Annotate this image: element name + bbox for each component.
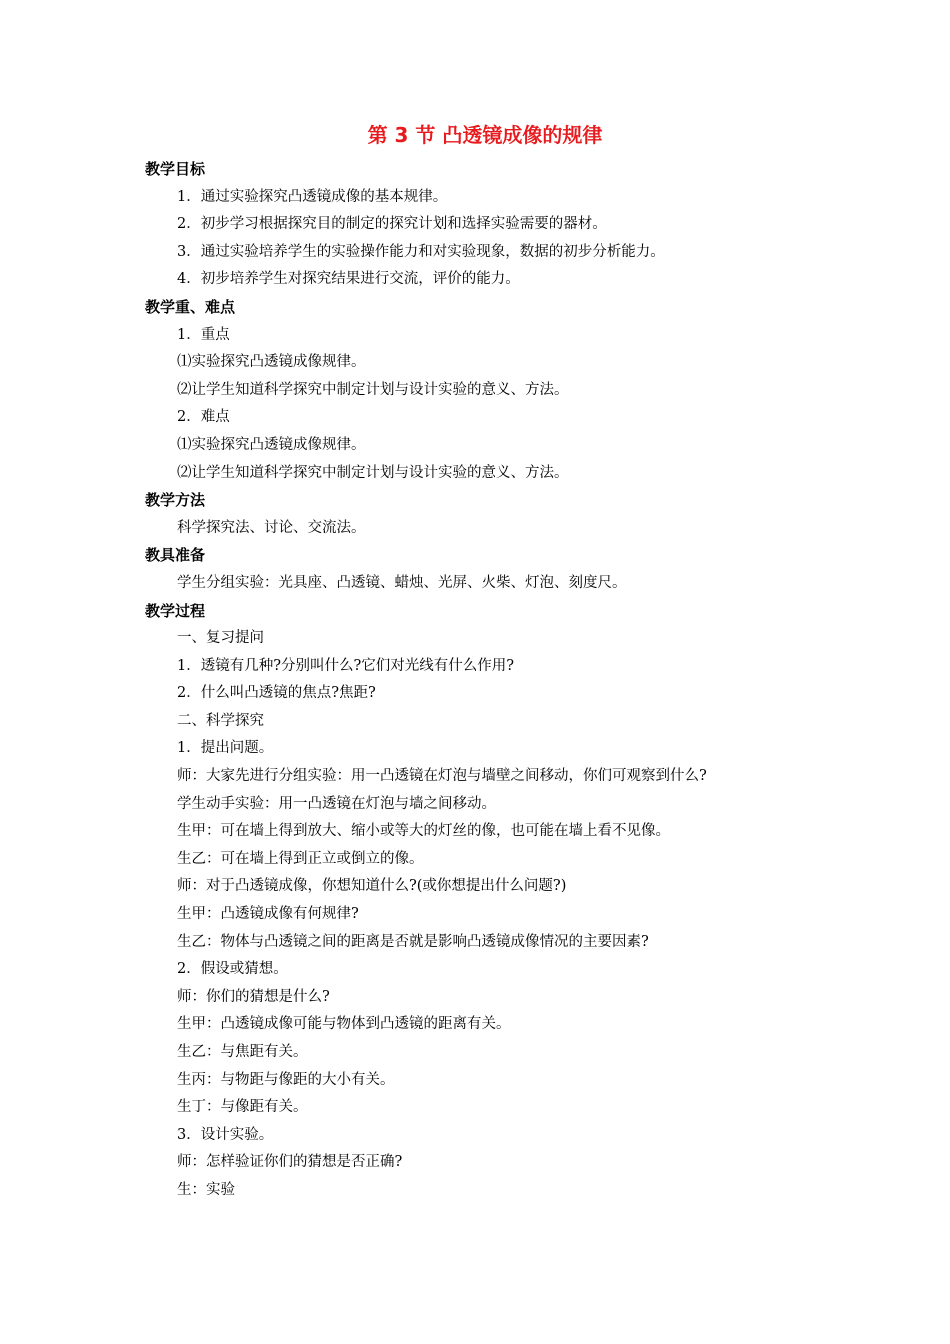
paragraph-line: ⑵让学生知道科学探究中制定计划与设计实验的意义、方法。 bbox=[177, 381, 569, 398]
section-heading: 教学目标 bbox=[145, 160, 206, 178]
paragraph-line: 2．初步学习根据探究目的制定的探究计划和选择实验需要的器材。 bbox=[177, 216, 607, 233]
paragraph-line: 生甲：凸透镜成像有何规律? bbox=[177, 906, 359, 923]
section-heading: 教学过程 bbox=[145, 601, 206, 620]
paragraph-line: 一、复习提问 bbox=[177, 630, 264, 647]
paragraph-line: 生丁：与像距有关。 bbox=[177, 1099, 308, 1116]
paragraph-line: 2．假设或猜想。 bbox=[177, 961, 288, 978]
paragraph-line: 生甲：可在墙上得到放大、缩小或等大的灯丝的像，也可能在墙上看不见像。 bbox=[177, 823, 670, 840]
paragraph-line: 1．透镜有几种?分别叫什么?它们对光线有什么作用? bbox=[177, 657, 515, 674]
paragraph-line: 2．难点 bbox=[177, 409, 230, 426]
document-body bbox=[145, 156, 825, 1205]
section-heading: 教具准备 bbox=[145, 546, 206, 565]
paragraph-line: 1．重点 bbox=[177, 326, 230, 343]
paragraph-line: 二、科学探究 bbox=[177, 712, 264, 729]
paragraph-line: 学生分组实验：光具座、凸透镜、蜡烛、光屏、火柴、灯泡、刻度尺。 bbox=[177, 574, 627, 591]
paragraph-line: 3．通过实验培养学生的实验操作能力和对实验现象，数据的初步分析能力。 bbox=[177, 243, 665, 260]
paragraph-line: 师：你们的猜想是什么? bbox=[177, 988, 330, 1005]
section-heading: 教学重、难点 bbox=[145, 297, 236, 316]
paragraph-line: 1．提出问题。 bbox=[177, 740, 274, 757]
paragraph-line: 生甲：凸透镜成像可能与物体到凸透镜的距离有关。 bbox=[177, 1016, 511, 1033]
paragraph-line: 师：怎样验证你们的猜想是否正确? bbox=[177, 1154, 403, 1171]
paragraph-line: 师：对于凸透镜成像，你想知道什么?(或你想提出什么问题?) bbox=[177, 878, 567, 895]
paragraph-line: 3．设计实验。 bbox=[177, 1126, 274, 1143]
section-heading: 教学方法 bbox=[145, 491, 206, 510]
paragraph-line: 生乙：可在墙上得到正立或倒立的像。 bbox=[177, 850, 424, 867]
paragraph-line: 2．什么叫凸透镜的焦点?焦距? bbox=[177, 685, 376, 702]
document-title: 第 3 节 凸透镜成像的规律 bbox=[367, 123, 603, 147]
paragraph-line: 生：实验 bbox=[177, 1181, 235, 1198]
paragraph-line: 生丙：与物距与像距的大小有关。 bbox=[177, 1071, 395, 1088]
paragraph-line: 师：大家先进行分组实验：用一凸透镜在灯泡与墙壁之间移动，你们可观察到什么? bbox=[177, 768, 707, 785]
document-page bbox=[145, 120, 825, 1205]
paragraph-line: ⑵让学生知道科学探究中制定计划与设计实验的意义、方法。 bbox=[177, 464, 569, 481]
paragraph-line: 科学探究法、讨论、交流法。 bbox=[177, 519, 366, 536]
paragraph-line: 生乙：物体与凸透镜之间的距离是否就是影响凸透镜成像情况的主要因素? bbox=[177, 933, 649, 950]
paragraph-line: ⑴实验探究凸透镜成像规律。 bbox=[177, 354, 366, 371]
paragraph-line: ⑴实验探究凸透镜成像规律。 bbox=[177, 436, 366, 453]
paragraph-line: 生乙：与焦距有关。 bbox=[177, 1044, 308, 1060]
paragraph-line: 1．通过实验探究凸透镜成像的基本规律。 bbox=[177, 188, 448, 205]
paragraph-line: 学生动手实验：用一凸透镜在灯泡与墙之间移动。 bbox=[177, 795, 496, 812]
paragraph-line: 4．初步培养学生对探究结果进行交流，评价的能力。 bbox=[177, 271, 520, 288]
